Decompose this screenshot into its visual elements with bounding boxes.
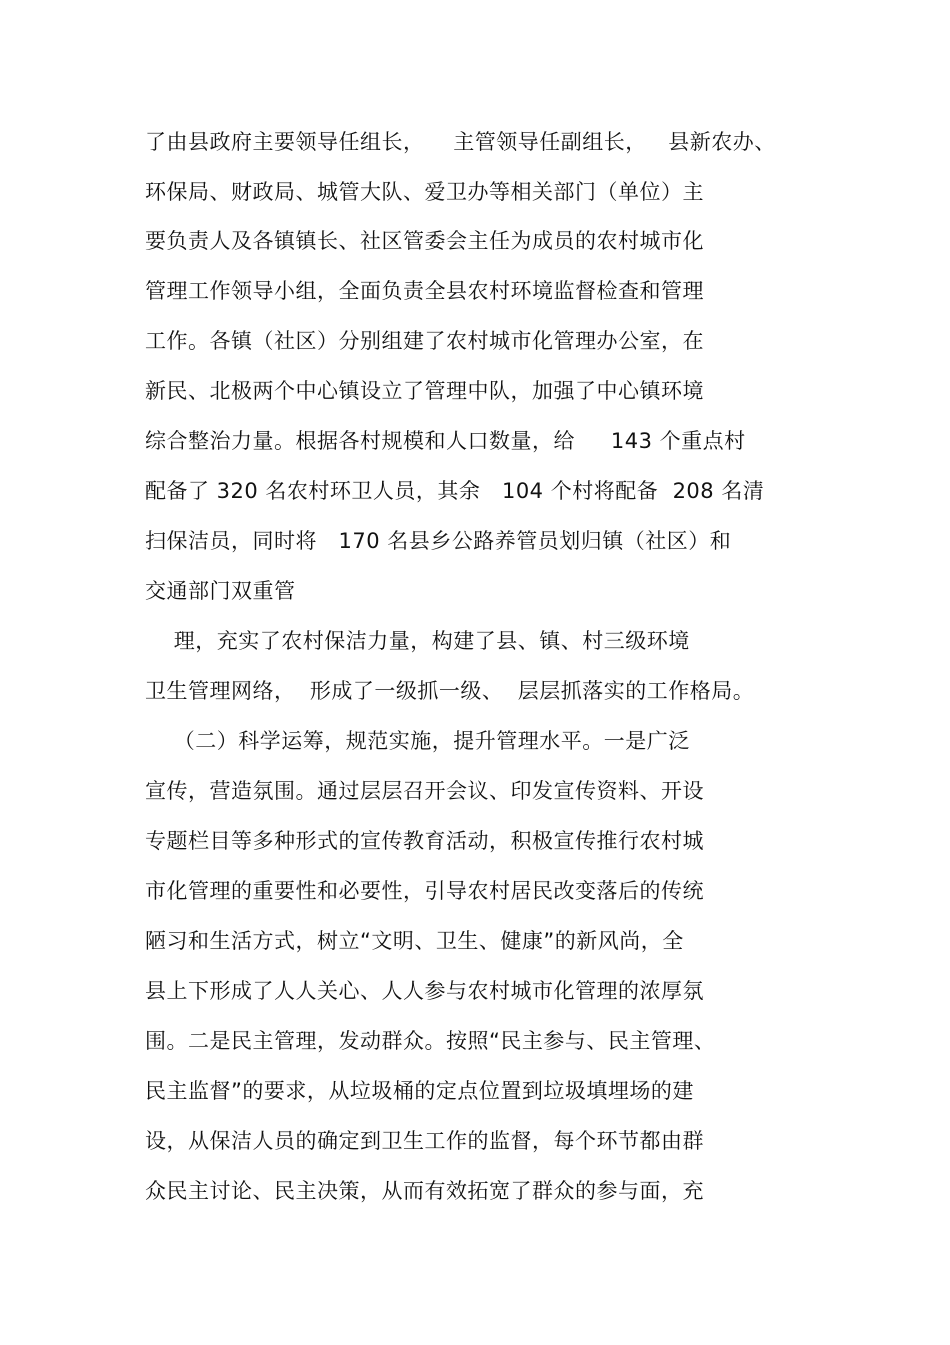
text-line: 宣传，营造氛围。通过层层召开会议、印发宣传资料、开设 xyxy=(145,779,704,803)
text-line: 配备了 320 名农村环卫人员，其余 104 个村将配备 208 名清 xyxy=(145,479,765,503)
text-line: 新民、北极两个中心镇设立了管理中队，加强了中心镇环境 xyxy=(145,379,704,403)
text-line: 工作。各镇（社区）分别组建了农村城市化管理办公室，在 xyxy=(145,329,704,353)
text-line: （二）科学运筹，规范实施，提升管理水平。一是广泛 xyxy=(145,729,690,753)
text-line: 扫保洁员，同时将 170 名县乡公路养管员划归镇（社区）和 xyxy=(145,529,732,553)
text-line: 民主监督”的要求，从垃圾桶的定点位置到垃圾填埋场的建 xyxy=(145,1079,694,1103)
text-line: 陋习和生活方式，树立“文明、卫生、健康”的新风尚，全 xyxy=(145,929,684,953)
text-line: 要负责人及各镇镇长、社区管委会主任为成员的农村城市化 xyxy=(145,229,704,253)
text-line: 环保局、财政局、城管大队、爱卫办等相关部门（单位）主 xyxy=(145,180,704,204)
text-line: 设，从保洁人员的确定到卫生工作的监督，每个环节都由群 xyxy=(145,1129,704,1153)
text-line: 市化管理的重要性和必要性，引导农村居民改变落后的传统 xyxy=(145,879,704,903)
text-line: 理，充实了农村保洁力量，构建了县、镇、村三级环境 xyxy=(145,629,690,653)
text-line: 专题栏目等多种形式的宣传教育活动，积极宣传推行农村城 xyxy=(145,829,704,853)
text-line: 围。二是民主管理，发动群众。按照“民主参与、民主管理、 xyxy=(145,1029,716,1053)
text-line: 交通部门双重管 xyxy=(145,579,296,603)
text-line: 众民主讨论、民主决策，从而有效拓宽了群众的参与面，充 xyxy=(145,1179,704,1203)
text-line: 卫生管理网络， 形成了一级抓一级、 层层抓落实的工作格局。 xyxy=(145,679,755,703)
text-line: 了由县政府主要领导任组长， 主管领导任副组长， 县新农办、 xyxy=(145,130,776,154)
text-line: 综合整治力量。根据各村规模和人口数量，给 143 个重点村 xyxy=(145,429,746,453)
text-line: 管理工作领导小组，全面负责全县农村环境监督检查和管理 xyxy=(145,279,704,303)
text-line: 县上下形成了人人关心、人人参与农村城市化管理的浓厚氛 xyxy=(145,979,704,1003)
